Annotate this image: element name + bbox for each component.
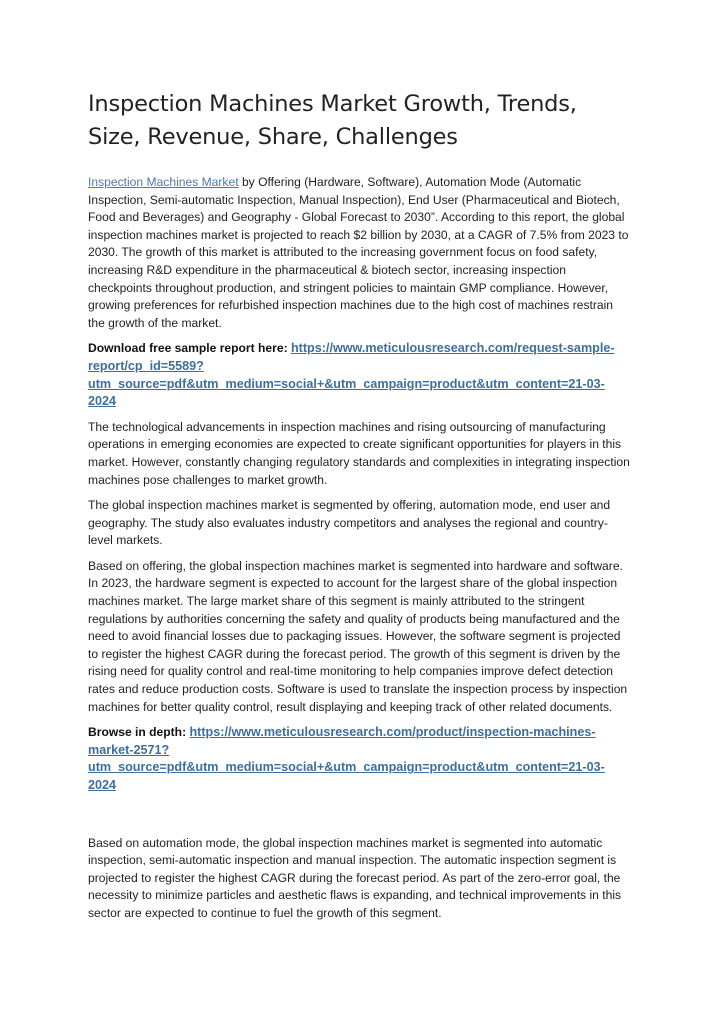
browse-label: Browse in depth: <box>88 725 190 740</box>
offering-paragraph: Based on offering, the global inspection machines market is segmented into hardware and software. In 2023, the hardware segment is expected to account for the largest share of the global inspection machines market. The large market share of this segment is mainly attributed to the stringent regulations by authorities concerning the safety and quality of products being manufactured and the need to avoid financial losses due to packaging issues. However, the software segment is projected to register the highest CAGR during the forecast period. The growth of this segment is driven by the rising need for quality control and real-time monitoring to help companies improve defect detection rates and reduce production costs. Software is used to translate the inspection process by inspection machines for better quality control, result displaying and keeping track of other related documents. <box>88 558 628 714</box>
intro-text: by Offering (Hardware, Software), Automation Mode (Automatic Inspection, Semi-automatic Inspection, Manual Inspection), End User (Pharmaceutical and Biotech, Food and Beverages) and Geography - Global Forecast to 2030”. According to this report, the global inspection machines market is projected to reach $2 billion by 2030, at a CAGR of 7.5% from 2023 to 2030. The growth of this market is attributed to the increasing government focus on food safety, increasing R&D expenditure in the pharmaceutical & biotech sector, increasing inspection checkpoints throughout production, and stringent policies to maintain GMP compliance. However, growing preferences for refurbished inspection machines due to the high cost of machines restrain the growth of the market. <box>88 175 629 330</box>
segmentation-paragraph: The global inspection machines market is segmented by offering, automation mode, end user and geography. The study also evaluates industry competitors and analyses the regional and country-level markets. <box>88 498 611 548</box>
automation-mode-paragraph: Based on automation mode, the global inspection machines market is segmented into automatic inspection, semi-automatic inspection and manual inspection. The automatic inspection segment is projected to register the highest CAGR during the forecast period. As part of the zero-error goal, the necessity to minimize particles and aesthetic flaws is expanding, and technical improvements in this sector are expected to continue to fuel the growth of this segment. <box>88 835 622 920</box>
document-title: Inspection Machines Market Growth, Trends, Size, Revenue, Share, Challenges <box>88 91 577 150</box>
download-paragraph <box>88 340 632 410</box>
download-label: Download free sample report here: <box>88 341 291 356</box>
market-report-link[interactable]: Inspection Machines Market <box>88 175 239 189</box>
download-sample-link[interactable]: https://www.meticulousresearch.com/request-sample-report/cp_id=5589?utm_source=pdf&utm_medium=social+&utm_campaign=product&utm_content=21-03-2024 <box>88 341 615 409</box>
browse-paragraph <box>88 724 632 794</box>
blank-line <box>88 803 632 835</box>
opportunities-paragraph: The technological advancements in inspection machines and rising outsourcing of manufacturing operations in emerging economies are expected to create significant opportunities for players in this market. However, constantly changing regulatory standards and complexities in integrating inspection machines pose challenges to market growth. <box>88 419 630 487</box>
intro-paragraph <box>88 174 632 332</box>
browse-in-depth-link[interactable]: https://www.meticulousresearch.com/product/inspection-machines-market-2571?utm_source=pdf&utm_medium=social+&utm_campaign=product&utm_content=21-03-2024 <box>88 725 605 792</box>
